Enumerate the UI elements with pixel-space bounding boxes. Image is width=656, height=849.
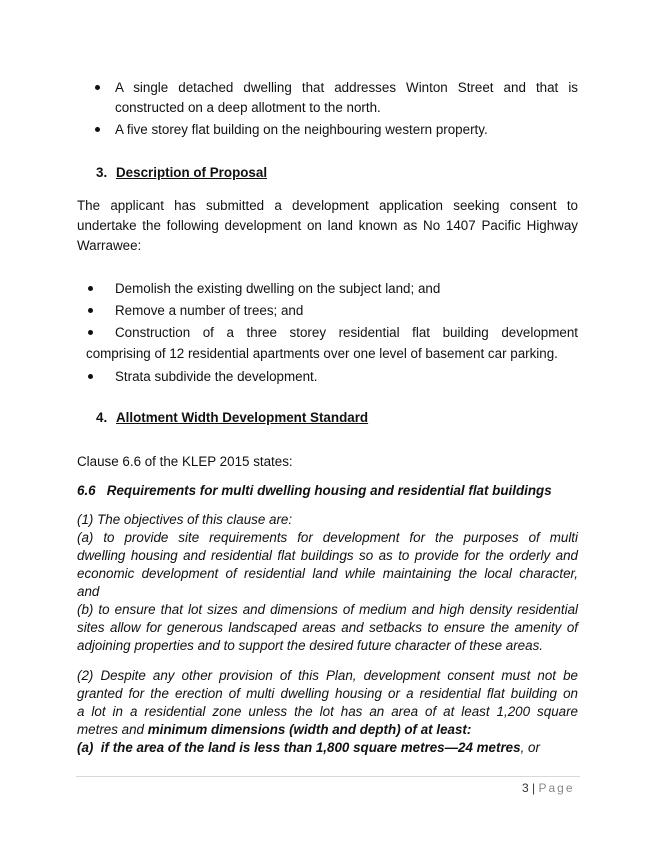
proposal-bullet-3-line2: comprising of 12 residential apartments over one level of basement car parking. — [86, 346, 558, 361]
bullet-dot — [88, 374, 93, 379]
section3-para-line1: The applicant has submitted a development application seeking consent to — [77, 198, 578, 213]
para2-line2: granted for the erection of multi dwelling housing or a residential flat building on — [77, 686, 578, 701]
proposal-bullet-3-line1: Construction of a three storey residential flat building development — [115, 325, 578, 340]
section3-number: 3. — [96, 165, 108, 180]
section4-title: Allotment Width Development Standard — [116, 410, 369, 425]
para2-line1: (2) Despite any other provision of this Plan, development consent must not be — [77, 668, 578, 683]
objectives-line5: and — [77, 584, 100, 599]
bullet-dot — [88, 330, 93, 335]
para2-line5-bold: (a) if the area of the land is less than 1,800 square metres—24 metres — [77, 740, 521, 755]
para2-line3: a lot in a residential zone unless the lot has an area of at least 1,200 square — [77, 704, 578, 719]
intro-bullet-1-line2: constructed on a deep allotment to the north. — [115, 100, 381, 115]
objectives-line4: economic development of residential land while maintaining the local character, — [77, 566, 578, 581]
proposal-bullet-2: Remove a number of trees; and — [115, 303, 304, 318]
para2-line4-bold: minimum dimensions (width and depth) of at least: — [147, 722, 472, 737]
page-number: 3 — [522, 781, 529, 795]
page-footer — [522, 781, 575, 795]
clause-heading: 6.6 Requirements for multi dwelling housing and residential flat buildings — [77, 483, 552, 498]
objectives-line8: adjoining properties and to support the desired future character of these areas. — [77, 638, 543, 653]
proposal-bullet-1: Demolish the existing dwelling on the subject land; and — [115, 281, 441, 296]
objectives-line7: sites allow for generous landscaped areas and setbacks to ensure the amenity of — [77, 620, 578, 635]
bullet-dot — [95, 127, 100, 132]
section4-number: 4. — [96, 410, 108, 425]
bullet-dot — [95, 85, 100, 90]
bullet-dot — [88, 286, 93, 291]
para2-line4-regular: metres and — [77, 722, 148, 737]
clause-intro: Clause 6.6 of the KLEP 2015 states: — [77, 454, 293, 469]
bullet-dot — [88, 308, 93, 313]
objectives-line6: (b) to ensure that lot sizes and dimensions of medium and high density residential — [77, 602, 578, 617]
footer-divider — [76, 776, 580, 777]
section3-para-line2: undertake the following development on land known as No 1407 Pacific Highway — [77, 218, 578, 233]
page-separator: | — [532, 781, 536, 795]
section3-title: Description of Proposal — [116, 165, 268, 180]
para2-line5-regular: , or — [520, 740, 540, 755]
section3-para-line3: Warrawee: — [77, 238, 142, 253]
intro-bullet-1-line1: A single detached dwelling that addresses Winton Street and that is — [115, 80, 578, 95]
objectives-line2: (a) to provide site requirements for development for the purposes of multi — [77, 530, 578, 545]
objectives-line1: (1) The objectives of this clause are: — [77, 512, 293, 527]
para2-line5 — [77, 738, 540, 757]
para2-line4 — [77, 720, 471, 739]
objectives-line3: dwelling housing and residential flat buildings so as to provide for the orderly and — [77, 548, 578, 563]
page-label: Page — [538, 781, 575, 795]
proposal-bullet-4: Strata subdivide the development. — [115, 369, 318, 384]
intro-bullet-2: A five storey flat building on the neighbouring western property. — [115, 122, 488, 137]
